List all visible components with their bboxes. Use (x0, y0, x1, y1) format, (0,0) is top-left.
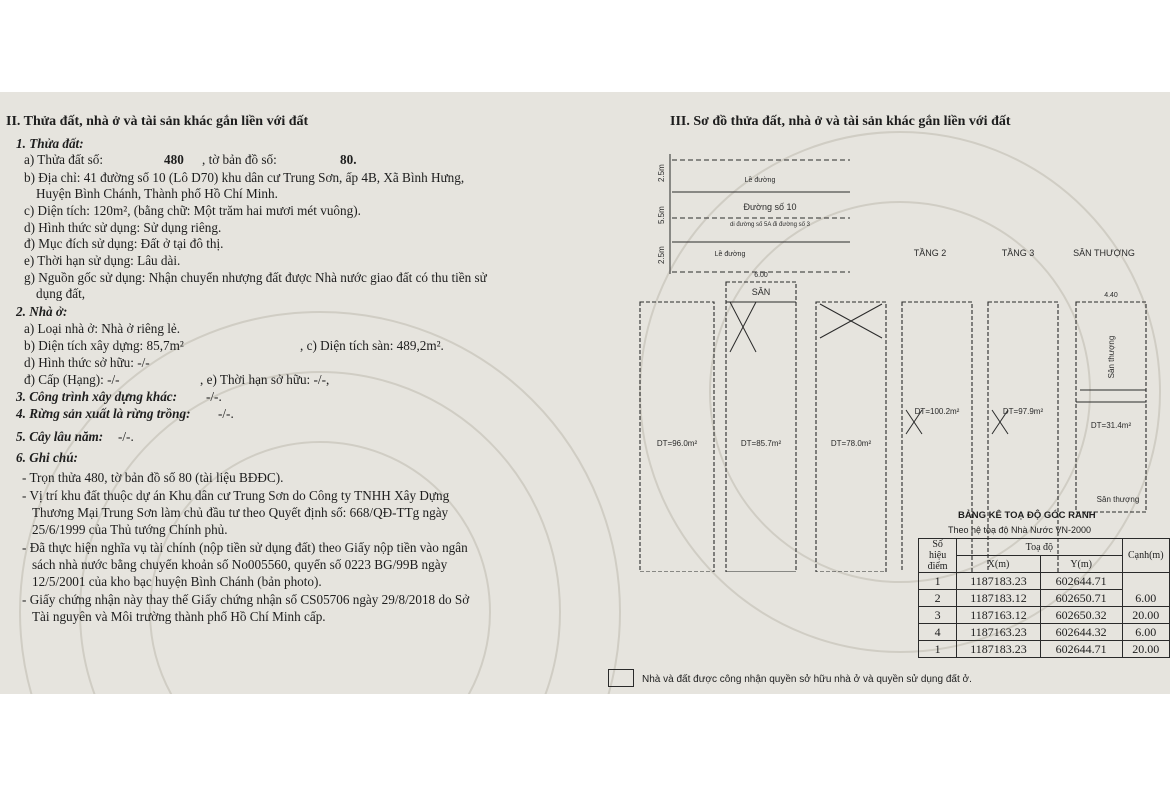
note-2-line-1: - Vị trí khu đất thuộc dự án Khu dân cư Trung Sơn do Công ty TNHH Xây Dựng (22, 488, 450, 503)
map-sheet-value: 80. (340, 152, 357, 167)
road-direction: di đường số 5A đi đường số 3 (730, 222, 810, 228)
coordinate-table-subtitle: Theo hệ toạ độ Nhà Nước VN-2000 (948, 525, 1092, 535)
label-roof-terrace: SÂN THƯỢNG (1073, 248, 1135, 258)
origin-line-2: dụng đất, (36, 286, 86, 301)
cell-x: 1187183.23 (957, 573, 1041, 590)
perennial-value: -/-. (118, 429, 134, 444)
perennial-label: 5. Cây lâu năm: (16, 429, 104, 444)
area-terrace: DT=31.4m² (1090, 421, 1132, 430)
cell-x: 1187183.12 (957, 590, 1041, 607)
dim-width-floor-1: 6.00 (754, 272, 768, 279)
cell-point: 2 (919, 590, 957, 607)
cell-point: 4 (919, 624, 957, 641)
note-4-line-1: - Giấy chứng nhận này thay thế Giấy chứng nhận số CS05706 ngày 29/8/2018 do Sở (22, 592, 470, 607)
origin-line-1: g) Nguồn gốc sử dụng: Nhận chuyển nhượng đất được Nhà nước giao đất có thu tiền sử (24, 270, 487, 285)
cell-x: 1187163.12 (957, 607, 1041, 624)
other-works-value: -/-. (206, 389, 222, 404)
note-2-line-3: 25/6/1999 của Thủ tướng Chính phủ. (32, 522, 228, 537)
area-basement: DT=96.0m² (656, 439, 698, 448)
map-sheet-label: , tờ bản đồ số: (202, 152, 277, 167)
use-purpose: đ) Mục đích sử dụng: Đất ở tại đô thị. (24, 236, 224, 251)
notes-label: 6. Ghi chú: (16, 450, 78, 465)
label-yard-top: SÂN (751, 287, 771, 297)
cell-edge: 6.00 (1122, 573, 1169, 607)
cell-x: 1187163.23 (957, 624, 1041, 641)
terrace-label-vertical: Sân thượng (1107, 335, 1116, 379)
cell-x: 1187183.23 (957, 641, 1041, 658)
land-area: c) Diện tích: 120m², (bằng chữ: Một trăm hai mươi mét vuông). (24, 203, 361, 218)
house-type: a) Loại nhà ở: Nhà ở riêng lẻ. (24, 321, 181, 336)
plan-basement (640, 302, 714, 572)
plan-mezzanine (816, 302, 886, 572)
house-subtitle: 2. Nhà ở: (16, 304, 68, 319)
address-line-1: b) Địa chỉ: 41 đường số 10 (Lô D70) khu dân cư Trung Sơn, ấp 4B, Xã Bình Hưng, (24, 170, 465, 185)
header-coord: Toạ độ (957, 539, 1122, 556)
certificate-page (0, 92, 1170, 694)
use-form: d) Hình thức sử dụng: Sử dụng riêng. (24, 220, 222, 235)
planted-forest-label: 4. Rừng sản xuất là rừng trồng: (16, 406, 191, 421)
house-grade: đ) Cấp (Hạng): -/- (24, 372, 120, 387)
cell-edge: 6.00 (1122, 624, 1169, 641)
legend-swatch (608, 669, 634, 687)
plan-floor-1 (726, 282, 796, 572)
cell-y: 602644.71 (1040, 641, 1122, 658)
parcel-number-label: a) Thửa đất số: (24, 152, 104, 167)
area-floor-3: DT=97.9m² (1002, 407, 1044, 416)
ownership-term: , e) Thời hạn sở hữu: -/-, (200, 372, 330, 387)
note-2-line-2: Thương Mại Trung Sơn làm chủ đầu tư theo Quyết định số: 668/QĐ-TTg ngày (32, 505, 449, 520)
table-row (919, 607, 1170, 624)
legend-text: Nhà và đất được công nhận quyền sở hữu nhà ở và quyền sử dụng đất ở. (642, 674, 972, 685)
cell-point: 1 (919, 573, 957, 590)
table-row (919, 624, 1170, 641)
cell-y: 602644.32 (1040, 624, 1122, 641)
section-heading-land-house: II. Thửa đất, nhà ở và tài sản khác gắn liền với đất (6, 114, 309, 129)
floor-area: , c) Diện tích sàn: 489,2m². (300, 338, 444, 353)
header-point: Số hiệu điểm (919, 539, 957, 573)
note-3-line-1: - Đã thực hiện nghĩa vụ tài chính (nộp tiền sử dụng đất) theo Giấy nộp tiền vào ngân (22, 540, 468, 555)
construction-area: b) Diện tích xây dựng: 85,7m² (24, 338, 184, 353)
dim-road-mid: 5.5m (657, 206, 666, 224)
cell-y: 602644.71 (1040, 573, 1122, 590)
cell-y: 602650.32 (1040, 607, 1122, 624)
coordinate-table (918, 538, 1170, 658)
note-4-line-2: Tài nguyên và Môi trường thành phố Hồ Chí Minh cấp. (32, 609, 326, 624)
road-name: Đường số 10 (743, 202, 797, 212)
planted-forest-value: -/-. (218, 406, 234, 421)
area-floor-2: DT=100.2m² (914, 407, 960, 416)
area-floor-1: DT=85.7m² (740, 439, 782, 448)
cell-point: 1 (919, 641, 957, 658)
section-heading-diagram: III. Sơ đồ thửa đất, nhà ở và tài sản khác gắn liền với đất (670, 114, 1011, 129)
terrace-label-horizontal: Sân thượng (1096, 495, 1140, 504)
header-y: Y(m) (1040, 556, 1122, 573)
note-3-line-2: sách nhà nước bằng chuyển khoản số No005560, quyển số 0223 BG/99B ngày (32, 557, 448, 572)
dim-road-bottom: 2.5m (657, 246, 666, 264)
land-subtitle: 1. Thửa đất: (16, 136, 84, 151)
note-1: - Trọn thửa 480, tờ bản đồ số 80 (tài liệu BĐĐC). (22, 470, 284, 485)
dim-road-top: 2.5m (657, 164, 666, 182)
cell-y: 602650.71 (1040, 590, 1122, 607)
area-mezzanine: DT=78.0m² (830, 439, 872, 448)
road-edge-label-top: Lề đường (744, 177, 776, 184)
label-floor-2: TẦNG 2 (913, 248, 947, 258)
header-x: X(m) (957, 556, 1041, 573)
address-line-2: Huyện Bình Chánh, Thành phố Hồ Chí Minh. (36, 186, 278, 201)
use-term: e) Thời hạn sử dụng: Lâu dài. (24, 253, 181, 268)
table-row (919, 573, 1170, 590)
note-3-line-3: 12/5/2001 của kho bạc huyện Bình Chánh (bản photo). (32, 574, 322, 589)
road-edge-label-bottom: Lề đường (714, 251, 746, 258)
other-works-label: 3. Công trình xây dựng khác: (16, 389, 178, 404)
ownership-form: d) Hình thức sở hữu: -/- (24, 355, 150, 370)
dim-width-terrace: 4.40 (1104, 292, 1118, 299)
header-edge: Cạnh(m) (1122, 539, 1169, 573)
cell-edge: 20.00 (1122, 607, 1169, 624)
coordinate-table-title: BẢNG KÊ TOẠ ĐỘ GÓC RANH (958, 510, 1096, 521)
parcel-number-value: 480 (164, 152, 184, 167)
table-row (919, 641, 1170, 658)
label-floor-3: TẦNG 3 (1001, 248, 1035, 258)
cell-point: 3 (919, 607, 957, 624)
cell-edge: 20.00 (1122, 641, 1169, 658)
